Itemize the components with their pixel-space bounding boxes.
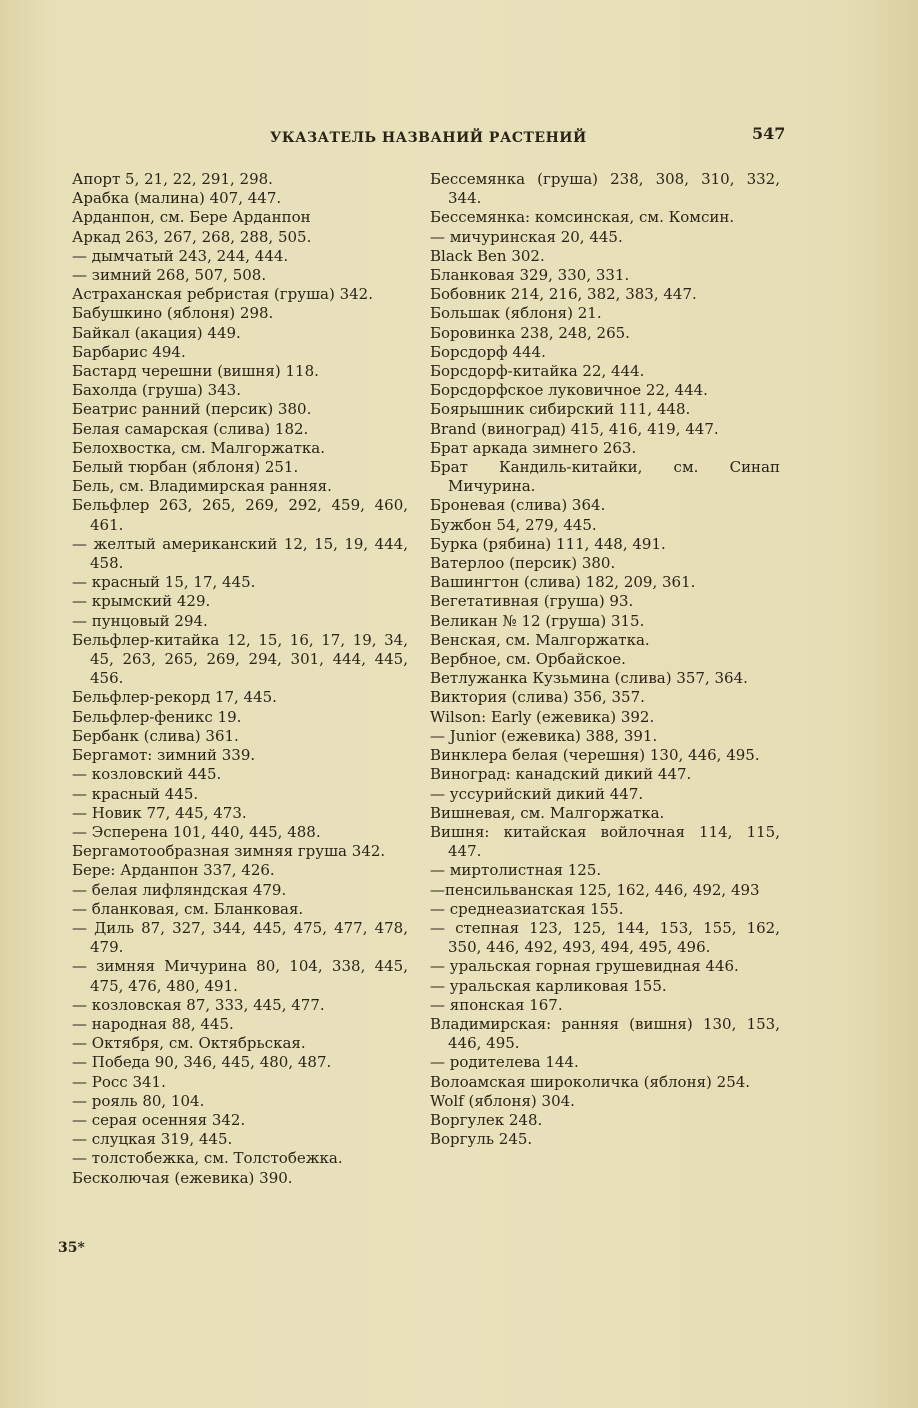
index-entry: — Junior (ежевика) 388, 391.: [430, 726, 658, 745]
index-entry: Арабка (малина) 407, 447.: [72, 189, 282, 208]
index-entry: Брат аркада зимнего 263.: [430, 438, 637, 457]
index-entry: — красный 15, 17, 445.: [72, 573, 256, 592]
index-entry: Бобовник 214, 216, 382, 383, 447.: [430, 285, 697, 304]
index-entry: — дымчатый 243, 244, 444.: [72, 246, 289, 265]
index-entry: — миртолистная 125.: [430, 861, 602, 880]
index-entry: — желтый американский 12, 15, 19, 444, 458.: [72, 534, 408, 573]
index-entry: — рояль 80, 104.: [72, 1091, 205, 1110]
index-entry: Виктория (слива) 356, 357.: [430, 688, 645, 707]
index-entry: Астраханская ребристая (груша) 342.: [72, 285, 373, 304]
index-entry: Воргулек 248.: [430, 1110, 543, 1129]
index-entry: — Октября, см. Октябрьская.: [72, 1034, 306, 1053]
index-entry: Бербанк (слива) 361.: [72, 726, 239, 745]
index-column-right: [430, 170, 780, 1149]
index-entry: Бельфлер 263, 265, 269, 292, 459, 460, 461.: [72, 496, 408, 534]
index-entry: Вегетативная (груша) 93.: [430, 592, 634, 611]
index-entry: Бель, см. Владимирская ранняя.: [72, 477, 332, 496]
index-entry: — Новик 77, 445, 473.: [72, 803, 247, 822]
index-entry: Бере: Арданпон 337, 426.: [72, 861, 275, 880]
index-entry: Владимирская: ранняя (вишня) 130, 153, 446, 495.: [430, 1014, 780, 1053]
index-entry: Бельфлер-китайка 12, 15, 16, 17, 19, 34, 45, 263, 265, 269, 294, 301, 444, 445, 456.: [72, 630, 408, 688]
index-entry: Борсдорф 444.: [430, 342, 546, 361]
index-entry: — зимняя Мичурина 80, 104, 338, 445, 475, 476, 480, 491.: [72, 957, 408, 995]
running-header: УКАЗАТЕЛЬ НАЗВАНИЙ РАСТЕНИЙ: [270, 130, 587, 146]
index-entry: Бесколючая (ежевика) 390.: [72, 1168, 293, 1187]
index-entry: — Эсперена 101, 440, 445, 488.: [72, 822, 321, 841]
index-entry: Виноград: канадский дикий 447.: [430, 765, 692, 784]
index-entry: — бланковая, см. Бланковая.: [72, 899, 304, 918]
index-entry: — красный 445.: [72, 784, 199, 803]
index-entry: Ватерлоо (персик) 380.: [430, 554, 616, 573]
index-entry: — среднеазиатская 155.: [430, 899, 624, 918]
index-entry: Бельфлер-феникс 19.: [72, 707, 242, 726]
index-entry: — Диль 87, 327, 344, 445, 475, 477, 478, 479.: [72, 918, 408, 957]
page-number: 547: [752, 124, 786, 143]
index-entry: Wilson: Early (ежевика) 392.: [430, 707, 655, 726]
index-entry: Бессемянка (груша) 238, 308, 310, 332, 344.: [430, 170, 780, 208]
index-entry: — слуцкая 319, 445.: [72, 1130, 233, 1149]
index-entry: Великан № 12 (груша) 315.: [430, 611, 645, 630]
index-entry: Боровинка 238, 248, 265.: [430, 323, 630, 342]
index-entry: Апорт 5, 21, 22, 291, 298.: [72, 170, 273, 188]
index-entry: Бастард черешни (вишня) 118.: [72, 362, 319, 381]
index-entry: Бабушкино (яблоня) 298.: [72, 304, 274, 323]
index-entry: Бессемянка: комсинская, см. Комсин.: [430, 208, 735, 227]
index-entry: Байкал (акация) 449.: [72, 323, 241, 342]
index-entry: Бурка (рябина) 111, 448, 491.: [430, 534, 666, 553]
index-entry: — козловская 87, 333, 445, 477.: [72, 995, 325, 1014]
index-entry: — уссурийский дикий 447.: [430, 784, 644, 803]
index-entry: — зимний 268, 507, 508.: [72, 266, 267, 285]
index-entry: Барбарис 494.: [72, 342, 186, 361]
index-entry: Бахолда (груша) 343.: [72, 381, 241, 400]
index-entry: Винклера белая (черешня) 130, 446, 495.: [430, 746, 760, 765]
index-entry: Ветлужанка Кузьмина (слива) 357, 364.: [430, 669, 748, 688]
index-entry: Бергамот: зимний 339.: [72, 746, 256, 765]
index-entry: Брат Кандиль-китайки, см. Синап Мичурина.: [430, 458, 780, 496]
index-entry: Борсдорф-китайка 22, 444.: [430, 362, 645, 381]
index-entry: Боярышник сибирский 111, 448.: [430, 400, 691, 419]
index-entry: Бужбон 54, 279, 445.: [430, 515, 597, 534]
index-entry: — серая осенняя 342.: [72, 1110, 246, 1129]
index-entry: Белохвостка, см. Малгоржатка.: [72, 438, 326, 457]
index-entry: — Победа 90, 346, 445, 480, 487.: [72, 1053, 332, 1072]
index-entry: — козловский 445.: [72, 765, 222, 784]
index-entry: Вишня: китайская войлочная 114, 115, 447.: [430, 822, 780, 861]
index-entry: Вербное, см. Орбайское.: [430, 650, 626, 669]
index-entry: — белая лифляндская 479.: [72, 880, 287, 899]
index-entry: Аркад 263, 267, 268, 288, 505.: [72, 227, 312, 246]
index-entry: — крымский 429.: [72, 592, 211, 611]
index-entry: Большак (яблоня) 21.: [430, 304, 602, 323]
index-entry: — Росс 341.: [72, 1072, 166, 1091]
index-entry: Black Ben 302.: [430, 246, 545, 265]
index-entry: Борсдорфское луковичное 22, 444.: [430, 381, 708, 400]
index-entry: Brand (виноград) 415, 416, 419, 447.: [430, 419, 719, 438]
index-entry: — уральская карликовая 155.: [430, 976, 667, 995]
index-entry: — степная 123, 125, 144, 153, 155, 162, 350, 446, 492, 493, 494, 495, 496.: [430, 918, 780, 957]
index-entry: Бланковая 329, 330, 331.: [430, 266, 630, 285]
index-entry: Венская, см. Малгоржатка.: [430, 630, 650, 649]
index-entry: — мичуринская 20, 445.: [430, 227, 623, 246]
index-entry: Вашингтон (слива) 182, 209, 361.: [430, 573, 696, 592]
index-entry: — пунцовый 294.: [72, 611, 208, 630]
index-entry: — народная 88, 445.: [72, 1014, 234, 1033]
index-entry: Бергамотообразная зимняя груша 342.: [72, 842, 386, 861]
index-entry: Бельфлер-рекорд 17, 445.: [72, 688, 277, 707]
index-entry: Вишневая, см. Малгоржатка.: [430, 803, 665, 822]
index-entry: Белый тюрбан (яблоня) 251.: [72, 458, 299, 477]
index-entry: Воргуль 245.: [430, 1130, 533, 1149]
printer-signature-mark: 35*: [58, 1240, 85, 1256]
index-entry: Wolf (яблоня) 304.: [430, 1091, 575, 1110]
index-entry: — японская 167.: [430, 995, 563, 1014]
index-entry: Белая самарская (слива) 182.: [72, 419, 309, 438]
index-entry: Беатрис ранний (персик) 380.: [72, 400, 312, 419]
index-entry: —пенсильванская 125, 162, 446, 492, 493: [430, 880, 760, 899]
index-entry: Броневая (слива) 364.: [430, 496, 606, 515]
index-entry: — толстобежка, см. Толстобежка.: [72, 1149, 343, 1168]
index-entry: Арданпон, см. Бере Арданпон: [72, 208, 311, 227]
index-column-left: [72, 170, 408, 1188]
index-entry: — родителева 144.: [430, 1053, 579, 1072]
index-entry: — уральская горная грушевидная 446.: [430, 957, 739, 976]
index-entry: Волоамская широколичка (яблоня) 254.: [430, 1072, 751, 1091]
